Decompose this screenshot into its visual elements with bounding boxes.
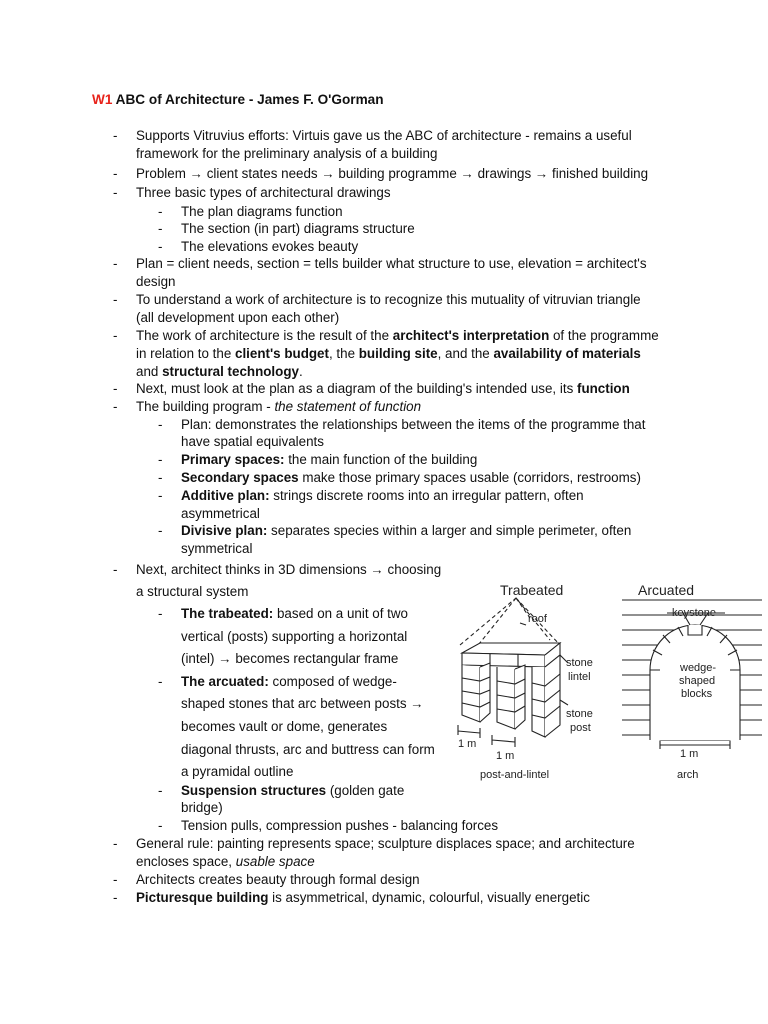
sub-bullet-dash: - — [158, 523, 163, 538]
sub-bullet-dash: - — [158, 452, 163, 467]
wedge-label: wedge- — [680, 662, 717, 674]
title-text: ABC of Architecture - James F. O'Gorman — [115, 92, 384, 107]
note-line: Additive plan: strings discrete rooms into an irregular pattern, often — [181, 488, 584, 503]
note-line: Next, must look at the plan as a diagram of the building's intended use, its function — [136, 381, 630, 396]
note-line: becomes vault or dome, generates — [181, 719, 388, 734]
bullet-dash: - — [113, 836, 118, 851]
note-line: The building program - the statement of function — [136, 399, 422, 414]
note-line: (intel) → becomes rectangular frame — [181, 651, 399, 666]
note-line: The work of architecture is the result of the architect's interpretation of the programme — [136, 328, 659, 343]
bullet-dash: - — [113, 872, 118, 887]
note-line: in relation to the client's budget, the building site, and the availability of materials — [136, 346, 641, 361]
sub-bullet-dash: - — [158, 818, 163, 833]
note-line: Primary spaces: the main function of the building — [181, 452, 478, 467]
note-line: Problem → client states needs → building programme → drawings → finished building — [136, 166, 649, 181]
note-line: The elevations evokes beauty — [181, 239, 359, 254]
note-line: a pyramidal outline — [181, 764, 294, 779]
note-line: symmetrical — [181, 541, 253, 556]
sub-bullet-dash: - — [158, 783, 163, 798]
sub-bullet-dash: - — [158, 239, 163, 254]
arcuated-label: Arcuated — [638, 582, 695, 598]
bullet-dash: - — [113, 328, 118, 343]
note-line: diagonal thrusts, arc and buttress can form — [181, 742, 435, 757]
sub-bullet-dash: - — [158, 488, 163, 503]
wedge-label: shaped — [679, 675, 716, 687]
note-line: The trabeated: based on a unit of two — [181, 606, 409, 621]
dimension-label: 1 m — [458, 738, 477, 750]
note-line: vertical (posts) supporting a horizontal — [181, 629, 408, 644]
note-line: Next, architect thinks in 3D dimensions → choosing — [136, 562, 442, 577]
stone-label: stone — [566, 657, 593, 669]
note-line: Secondary spaces make those primary spaces usable (corridors, restrooms) — [181, 470, 641, 485]
note-line: Plan = client needs, section = tells builder what structure to use, elevation = architect's — [136, 256, 647, 271]
bullet-dash: - — [113, 562, 118, 577]
note-line: asymmetrical — [181, 506, 260, 521]
sub-bullet-dash: - — [158, 674, 163, 689]
stone-label: stone — [566, 708, 593, 720]
keystone-label: keystone — [672, 607, 717, 619]
wedge-label: blocks — [681, 688, 713, 700]
note-line: Picturesque building is asymmetrical, dynamic, colourful, visually energetic — [136, 890, 590, 905]
bullet-dash: - — [113, 890, 118, 905]
note-line: To understand a work of architecture is to recognize this mutuality of vitruvian triangle — [136, 292, 641, 307]
note-line: design — [136, 274, 176, 289]
bullet-dash: - — [113, 292, 118, 307]
bullet-dash: - — [113, 399, 118, 414]
sub-bullet-dash: - — [158, 470, 163, 485]
note-line: Plan: demonstrates the relationships between the items of the programme that — [181, 417, 646, 432]
note-line: Architects creates beauty through formal design — [136, 872, 420, 887]
post-and-lintel-caption: post-and-lintel — [480, 769, 550, 781]
dimension-label: 1 m — [680, 748, 699, 760]
roof-label: roof — [528, 613, 547, 625]
trabeated-label: Trabeated — [500, 582, 564, 598]
bullet-dash: - — [113, 166, 118, 181]
note-line: have spatial equivalents — [181, 434, 324, 449]
note-line: Divisive plan: separates species within a larger and simple perimeter, often — [181, 523, 632, 538]
lintel-label: lintel — [568, 671, 591, 683]
note-line: The plan diagrams function — [181, 204, 343, 219]
note-line: a structural system — [136, 584, 249, 599]
page-title — [92, 92, 384, 107]
note-line: Supports Vitruvius efforts: Virtuis gave us the ABC of architecture - remains a useful — [136, 128, 632, 143]
bullet-dash: - — [113, 381, 118, 396]
note-line: bridge) — [181, 800, 223, 815]
note-line: shaped stones that arc between posts → — [181, 696, 424, 711]
note-line: Suspension structures (golden gate — [181, 783, 405, 798]
note-line: encloses space, usable space — [136, 854, 315, 869]
note-line: Tension pulls, compression pushes - balancing forces — [181, 818, 499, 833]
note-line: (all development upon each other) — [136, 310, 340, 325]
note-line: and structural technology. — [136, 364, 303, 379]
note-line: The arcuated: composed of wedge- — [181, 674, 397, 689]
note-line: The section (in part) diagrams structure — [181, 221, 415, 236]
bullet-dash: - — [113, 256, 118, 271]
bullet-dash: - — [113, 128, 118, 143]
structural-systems-figure — [450, 575, 762, 790]
arch-caption: arch — [677, 769, 699, 781]
sub-bullet-dash: - — [158, 204, 163, 219]
note-line: Three basic types of architectural drawings — [136, 185, 391, 200]
post-label: post — [570, 722, 591, 734]
bullet-dash: - — [113, 185, 118, 200]
sub-bullet-dash: - — [158, 221, 163, 236]
dimension-label: 1 m — [496, 750, 515, 762]
sub-bullet-dash: - — [158, 606, 163, 621]
note-line: General rule: painting represents space; sculpture displaces space; and architecture — [136, 836, 635, 851]
week-tag: W1 — [92, 92, 113, 107]
note-line: framework for the preliminary analysis of a building — [136, 146, 438, 161]
sub-bullet-dash: - — [158, 417, 163, 432]
